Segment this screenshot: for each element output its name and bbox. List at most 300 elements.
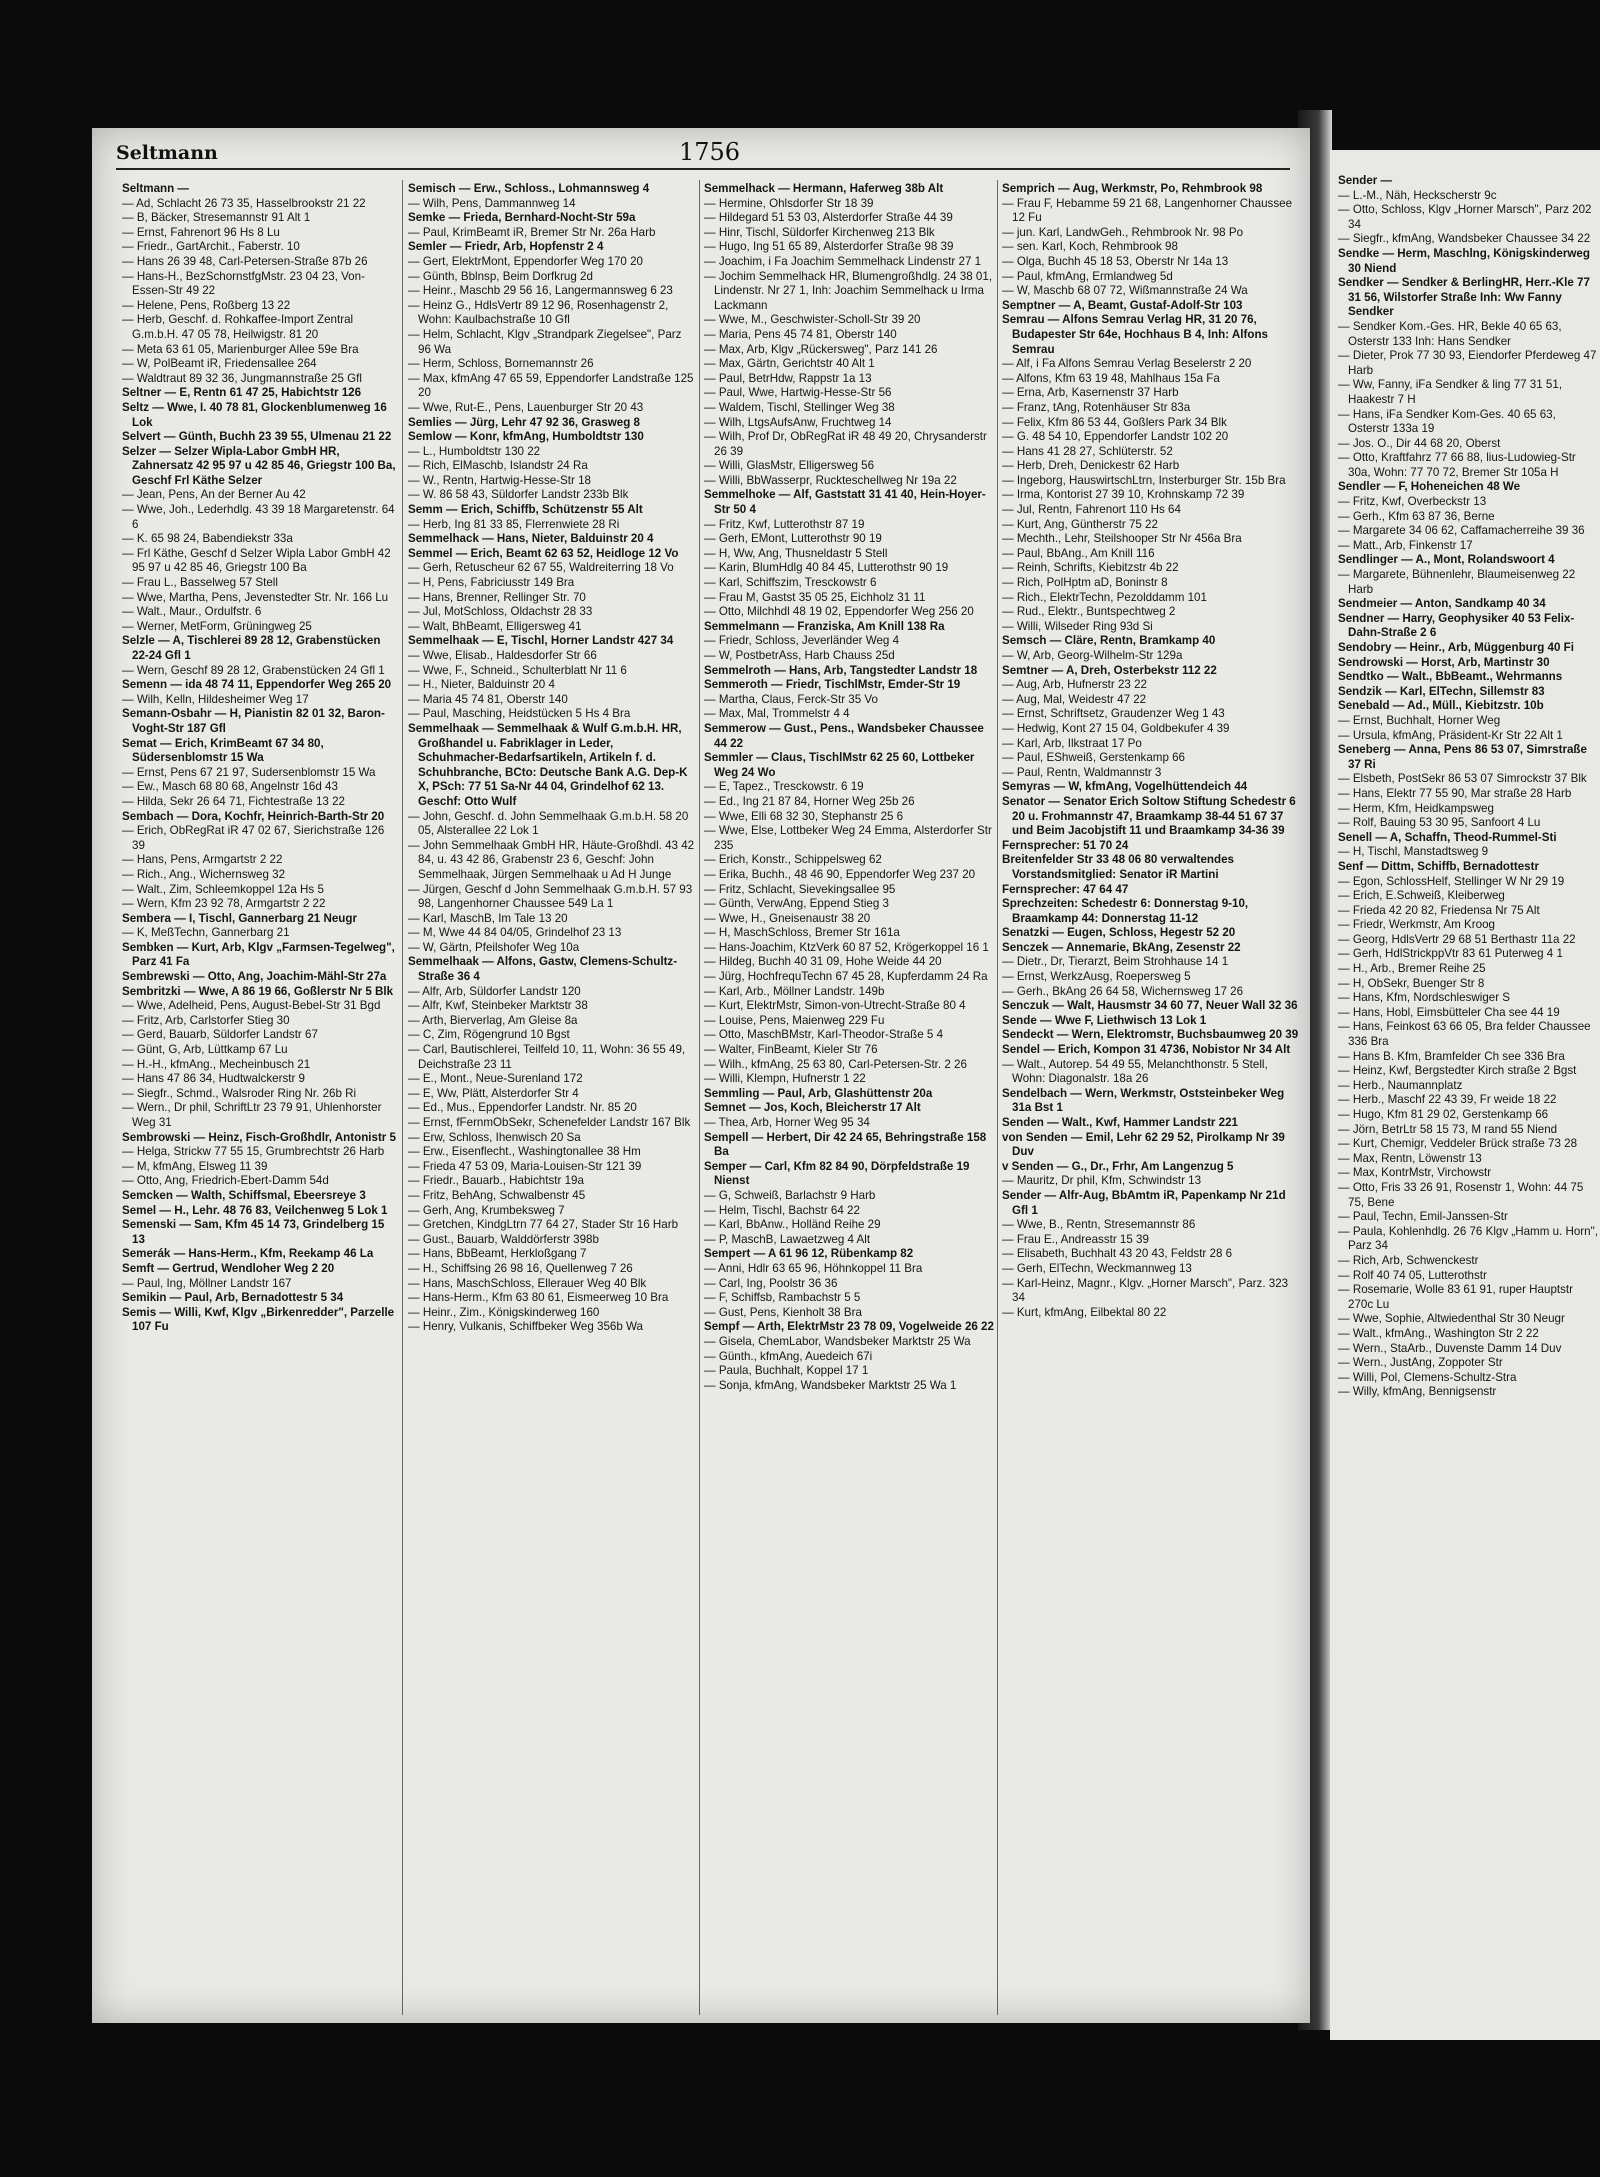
directory-entry: — Louise, Pens, Maienweg 229 Fu: [704, 1013, 885, 1027]
directory-entry: — Wwe, Adelheid, Pens, August-Bebel-Str 31 Bgd: [122, 999, 381, 1013]
directory-entry: — Jochim Semmelhack HR, Blumengroßhdlg. 24 38 01, Lindenstr. Nr 27 1, Inh: Joachim Semmelhack u Irma Lackmann: [704, 269, 993, 312]
directory-entry: — Wwe, B., Rentn, Stresemannstr 86: [1002, 1218, 1196, 1232]
directory-entry: — Paul, EShweiß, Gerstenkamp 66: [1002, 751, 1186, 765]
directory-entry: Semrau — Alfons Semrau Verlag HR, 31 20 76, Budapester Str 64e, Hochhaus B 4, Inh: Alfons Semrau: [1002, 313, 1268, 356]
directory-entry: — Alfr, Kwf, Steinbeker Marktstr 38: [408, 999, 588, 1013]
directory-entry: — Ernst, Buchhalt, Horner Weg: [1338, 713, 1501, 727]
directory-entry: — sen. Karl, Koch, Rehmbrook 98: [1002, 240, 1178, 254]
directory-entry: — L.-M., Näh, Heckscherstr 9c: [1338, 188, 1497, 202]
directory-entry: — Hans, Kfm, Nordschleswiger S: [1338, 991, 1511, 1005]
directory-entry: v Senden — G., Dr., Frhr, Am Langenzug 5: [1002, 1159, 1234, 1173]
directory-entry: — jun. Karl, LandwGeh., Rehmbrook Nr. 98 Po: [1002, 225, 1244, 239]
directory-entry: Fernsprecher: 51 70 24: [1002, 838, 1129, 852]
directory-entry: — Alfr, Arb, Süldorfer Landstr 120: [408, 984, 581, 998]
directory-entry: — Friedr., Bauarb., Habichtstr 19a: [408, 1174, 584, 1188]
directory-entry: Seneberg — Anna, Pens 86 53 07, Simrstraße 37 Ri: [1338, 743, 1587, 771]
directory-entry: — Georg, HdlsVertr 29 68 51 Berthastr 11a 22: [1338, 932, 1576, 946]
directory-entry: Semke — Frieda, Bernhard-Nocht-Str 59a: [408, 211, 636, 225]
directory-entry: Breitenfelder Str 33 48 06 80 verwaltendes Vorstandsmitglied: Senator iR Martini: [1002, 853, 1234, 881]
directory-entry: — Max, Rentn, Löwenstr 13: [1338, 1151, 1482, 1165]
directory-entry: — Paul, Masching, Heidstücken 5 Hs 4 Bra: [408, 707, 631, 721]
directory-entry: — W, Maschb 68 07 72, Wißmannstraße 24 Wa: [1002, 284, 1248, 298]
directory-entry: Semmelhoke — Alf, Gaststatt 31 41 40, Hein-Hoyer-Str 50 4: [704, 488, 986, 517]
directory-entry: — Meta 63 61 05, Marienburger Allee 59e Bra: [122, 342, 359, 356]
directory-entry: — Hugo, Kfm 81 29 02, Gerstenkamp 66: [1338, 1108, 1549, 1121]
directory-entry: — Karl, MaschB, Im Tale 13 20: [408, 911, 568, 925]
directory-entry: — Hans 47 86 34, Hudtwalckerstr 9: [122, 1072, 306, 1086]
directory-entry: — Wern., JustAng, Zoppoter Str: [1338, 1356, 1503, 1370]
directory-entry: — Maria 45 74 81, Oberstr 140: [408, 692, 568, 706]
directory-entry: Semper — Carl, Kfm 82 84 90, Dörpfeldstraße 19 Nienst: [704, 1159, 970, 1188]
directory-entry: — Hans, Brenner, Rellinger Str. 70: [408, 590, 586, 604]
directory-entry: — Arth, Bierverlag, Am Gleise 8a: [408, 1013, 578, 1027]
directory-entry: Senczek — Annemarie, BkAng, Zesenstr 22: [1002, 940, 1241, 954]
directory-entry: — Gerh, ElTechn, Weckmannweg 13: [1002, 1261, 1192, 1275]
directory-entry: — Willi, GlasMstr, Elligersweg 56: [704, 459, 875, 473]
directory-entry: — Frau M, Gastst 35 05 25, Eichholz 31 11: [704, 590, 926, 604]
directory-entry: — Hans-Herm., Kfm 63 80 61, Eismeerweg 10 Bra: [408, 1291, 669, 1305]
directory-entry: — Matt., Arb, Finkenstr 17: [1338, 538, 1473, 552]
directory-entry: — Olga, Buchh 45 18 53, Oberstr Nr 14a 13: [1002, 254, 1229, 268]
directory-entry: — Wern, Geschf 89 28 12, Grabenstücken 24 Gfl 1: [122, 663, 385, 677]
directory-entry: Semmelhack — Hans, Nieter, Balduinstr 20 4: [408, 532, 654, 546]
directory-entry: — Wwe, Joh., Lederhdlg. 43 39 18 Margaretenstr. 64 6: [122, 503, 395, 531]
directory-entry: Sendke — Herm, Maschlng, Königskinderweg 30 Niend: [1338, 246, 1590, 275]
directory-entry: Sendobry — Heinr., Arb, Müggenburg 40 Fi: [1338, 641, 1574, 654]
directory-entry: — Franz, tAng, Rotenhäuser Str 83a: [1002, 400, 1191, 414]
directory-entry: — Thea, Arb, Horner Weg 95 34: [704, 1116, 870, 1129]
directory-entry: Selzer — Selzer Wipla-Labor GmbH HR, Zahnersatz 42 95 97 u 42 85 46, Griegstr 100 Ba, Geschf Frl Käthe Selzer: [122, 444, 396, 487]
directory-entry: Selzle — A, Tischlerei 89 28 12, Grabenstücken 22-24 Gfl 1: [122, 634, 381, 662]
directory-entry: — Max, Gärtn, Gerichtstr 40 Alt 1: [704, 357, 875, 371]
directory-entry: — K, MeßTechn, Gannerbarg 21: [122, 926, 290, 940]
directory-entry: — Herm, Kfm, Heidkampsweg: [1338, 801, 1494, 815]
directory-entry: Semnet — Jos, Koch, Bleicherstr 17 Alt: [704, 1101, 921, 1115]
directory-entry: Sendeckt — Wern, Elektromstr, Buchsbaumweg 20 39: [1002, 1028, 1299, 1042]
directory-entry: — Gretchen, KindgLtrn 77 64 27, Stader Str 16 Harb: [408, 1218, 679, 1232]
directory-entry: — Jörn, BetrLtr 58 15 73, M rand 55 Niend: [1338, 1122, 1558, 1136]
directory-entry: Semikin — Paul, Arb, Bernadottestr 5 34: [122, 1291, 344, 1305]
directory-entry: — Ed., Mus., Eppendorfer Landstr. Nr. 85 20: [408, 1101, 637, 1115]
directory-entry: — Rolf 40 74 05, Lutterothstr: [1338, 1268, 1487, 1282]
directory-entry: Semmelroth — Hans, Arb, Tangstedter Landstr 18: [704, 663, 978, 677]
directory-entry: — John Semmelhaak GmbH HR, Häute-Großhdl. 43 42 84, u. 43 42 86, Grabenstr 23 6, Geschf: John Semmelhaak, Jürgen Semmelhaak u Ad H Junge: [408, 838, 695, 881]
directory-entry: — Elisabeth, Buchhalt 43 20 43, Feldstr 28 6: [1002, 1247, 1233, 1261]
directory-entry: — Helga, Strickw 77 55 15, Grumbrechtstr 26 Harb: [122, 1145, 385, 1159]
directory-entry: — W. 86 58 43, Süldorfer Landstr 233b Blk: [408, 488, 629, 502]
directory-entry: Seltz — Wwe, I. 40 78 81, Glockenblumenweg 16 Lok: [122, 400, 387, 429]
directory-entry: — Werner, MetForm, Grüningweg 25: [122, 619, 312, 633]
directory-entry: Seltmann —: [122, 182, 189, 195]
directory-entry: Semenn — ida 48 74 11, Eppendorfer Weg 265 20: [122, 678, 392, 692]
directory-entry: — Erna, Arb, Kasernenstr 37 Harb: [1002, 386, 1179, 400]
directory-entry: — Margarete, Bühnenlehr, Blaumeisenweg 22 Harb: [1338, 568, 1576, 596]
directory-entry: — H, Pens, Fabriciusstr 149 Bra: [408, 576, 575, 590]
directory-entry: — Wwe, H., Gneisenaustr 38 20: [704, 911, 871, 925]
directory-entry: Sempell — Herbert, Dir 42 24 65, Behringstraße 158 Ba: [704, 1130, 987, 1159]
directory-entry: — Max, kfmAng 47 65 59, Eppendorfer Landstraße 125 20: [408, 371, 694, 400]
directory-entry: Semisch — Erw., Schloss., Lohmannsweg 4: [408, 182, 650, 195]
directory-entry: — Friedr, Schloss, Jeverländer Weg 4: [704, 634, 900, 648]
directory-entry: Semann-Osbahr — H, Pianistin 82 01 32, Baron-Voght-Str 187 Gfl: [122, 707, 385, 735]
directory-entry: — Hans-H., BezSchornstfgMstr. 23 04 23, Von-Essen-Str 49 22: [122, 269, 365, 298]
directory-entry: — Hildegard 51 53 03, Alsterdorfer Straße 44 39: [704, 211, 953, 225]
directory-entry: — Günth, VerwAng, Eppend Stieg 3: [704, 897, 889, 911]
directory-entry: — Fritz, Arb, Carlstorfer Stieg 30: [122, 1013, 290, 1027]
directory-entry: — Heinr., Maschb 29 56 16, Langermannsweg 6 23: [408, 284, 673, 298]
directory-entry: — Wwe, Elli 68 32 30, Stephanstr 25 6: [704, 809, 904, 823]
directory-entry: — C, Zim, Rögengrund 10 Bgst: [408, 1028, 570, 1042]
directory-entry: — H., Schiffsing 26 98 16, Quellenweg 7 26: [408, 1261, 633, 1275]
directory-entry: — Paula, Buchhalt, Koppel 17 1: [704, 1364, 869, 1378]
directory-page: [92, 128, 1310, 2023]
directory-entry: — Siegfr., Schmd., Walsroder Ring Nr. 26b Ri: [122, 1086, 357, 1100]
directory-entry: — Walt., kfmAng., Washington Str 2 22: [1338, 1326, 1539, 1340]
facing-page-column: [1338, 174, 1600, 2040]
directory-entry: — Herb., Naumannplatz: [1338, 1078, 1463, 1092]
directory-entry: — Sonja, kfmAng, Wandsbeker Marktstr 25 Wa 1: [704, 1378, 957, 1392]
directory-entry: — Karl-Heinz, Magnr., Klgv. „Horner Marsch", Parz. 323 34: [1002, 1276, 1289, 1305]
directory-entry: — H, Tischl, Manstadtsweg 9: [1338, 845, 1489, 859]
directory-entry: — Hans, Pens, Armgartstr 2 22: [122, 853, 283, 867]
directory-entry: Seltner — E, Rentn 61 47 25, Habichtstr 126: [122, 386, 362, 400]
directory-entry: Sendlinger — A., Mont, Rolandswoort 4: [1338, 553, 1555, 567]
directory-entry: — Otto, Ang, Friedrich-Ebert-Damm 54d: [122, 1174, 329, 1188]
directory-entry: — Erw, Schloss, Ihenwisch 20 Sa: [408, 1130, 581, 1144]
directory-entry: — Frau F, Hebamme 59 21 68, Langenhorner Chaussee 12 Fu: [1002, 196, 1293, 225]
directory-entry: — Aug, Mal, Weidestr 47 22: [1002, 692, 1147, 706]
directory-entry: — Walt, BhBeamt, Elligersweg 41: [408, 619, 582, 633]
directory-entry: Sendtko — Walt., BbBeamt., Wehrmanns: [1338, 670, 1563, 684]
directory-entry: — W, Arb, Georg-Wilhelm-Str 129a: [1002, 649, 1183, 662]
directory-entry: — Herb, Dreh, Denickestr 62 Harb: [1002, 459, 1180, 473]
directory-entry: Semis — Willi, Kwf, Klgv „Birkenredder", Parzelle 107 Fu: [122, 1305, 395, 1334]
directory-entry: — Paul, BbAng., Am Knill 116: [1002, 546, 1155, 560]
directory-entry: — Joachim, i Fa Joachim Semmelhack Lindenstr 27 1: [704, 254, 982, 268]
directory-entry: — Fritz, BehAng, Schwalbenstr 45: [408, 1188, 586, 1202]
directory-entry: — Wwe, F., Schneid., Schulterblatt Nr 11 6: [408, 663, 627, 677]
directory-entry: — M, kfmAng, Elsweg 11 39: [122, 1159, 268, 1173]
directory-entry: — Egon, SchlossHelf, Stellinger W Nr 29 19: [1338, 874, 1565, 888]
directory-entry: — Hans, Feinkost 63 66 05, Bra felder Chaussee 336 Bra: [1338, 1020, 1591, 1049]
directory-entry: — G, Schweiß, Barlachstr 9 Harb: [704, 1188, 876, 1202]
directory-entry: — W., Rentn, Hartwig-Hesse-Str 18: [408, 473, 591, 487]
directory-entry: — Frau L., Basselweg 57 Stell: [122, 576, 278, 590]
directory-entry: — Frau E., Andreasstr 15 39: [1002, 1232, 1149, 1246]
directory-entry: — Gerh., Kfm 63 87 36, Berne: [1338, 509, 1495, 523]
directory-entry: — Gisela, ChemLabor, Wandsbeker Marktstr 25 Wa: [704, 1334, 971, 1348]
directory-entry: — Paul, kfmAng, Ermlandweg 5d: [1002, 269, 1173, 283]
directory-entry: — H.-H., kfmAng., Mecheinbusch 21: [122, 1057, 311, 1071]
directory-entry: Sembach — Dora, Kochfr, Heinrich-Barth-Str 20: [122, 809, 385, 823]
directory-entry: — Helm, Schlacht, Klgv „Strandpark Ziegelsee", Parz 96 Wa: [408, 327, 682, 356]
directory-column-1: [122, 182, 398, 2023]
directory-entry: — B, Bäcker, Stresemannstr 91 Alt 1: [122, 211, 311, 225]
directory-entry: — Heinz, Kwf, Bergstedter Kirch straße 2 Bgst: [1338, 1064, 1577, 1078]
directory-entry: — Rud., Elektr., Buntspechtweg 2: [1002, 605, 1176, 619]
directory-entry: — Paul, Rentn, Waldmannstr 3: [1002, 765, 1162, 779]
directory-entry: — Hans 41 28 27, Schlüterstr. 52: [1002, 444, 1173, 458]
directory-entry: — Wwe, Sophie, Altwiedenthal Str 30 Neugr: [1338, 1312, 1565, 1326]
directory-entry: — Dieter, Prok 77 30 93, Eiendorfer Pferdeweg 47 Harb: [1338, 349, 1597, 377]
directory-entry: — Frieda 42 20 82, Friedensa Nr 75 Alt: [1338, 903, 1540, 917]
directory-entry: — Martha, Claus, Ferck-Str 35 Vo: [704, 692, 878, 706]
directory-entry: Sendler — F, Hoheneichen 48 We: [1338, 480, 1521, 494]
directory-entry: Sempert — A 61 96 12, Rübenkamp 82: [704, 1247, 914, 1261]
directory-entry: — Jul, MotSchloss, Oldachstr 28 33: [408, 605, 593, 619]
directory-entry: — Frl Käthe, Geschf d Selzer Wipla Labor GmbH 42 95 97 u 42 85 46, Griegstr 100 Ba: [122, 546, 391, 575]
directory-entry: Semel — H., Lehr. 48 76 83, Veilchenweg 5 Lok 1: [122, 1203, 388, 1217]
directory-entry: — H., Nieter, Balduinstr 20 4: [408, 678, 555, 692]
directory-entry: — Alf, i Fa Alfons Semrau Verlag Beselerstr 2 20: [1002, 357, 1252, 371]
directory-entry: — Walter, FinBeamt, Kieler Str 76: [704, 1043, 878, 1057]
column-rule: [402, 180, 403, 2015]
directory-entry: — H, MaschSchloss, Bremer Str 161a: [704, 926, 900, 940]
directory-entry: — Dietr., Dr, Tierarzt, Beim Strohhause 14 1: [1002, 955, 1229, 969]
directory-entry: — Günth., kfmAng, Auedeich 67i: [704, 1349, 873, 1363]
directory-entry: — Hans, Hobl, Eimsbütteler Cha see 44 19: [1338, 1005, 1560, 1019]
directory-entry: — M, Wwe 44 84 04/05, Grindelhof 23 13: [408, 926, 622, 940]
directory-entry: — H, ObSekr, Buenger Str 8: [1338, 976, 1485, 990]
directory-entry: — Karin, BlumHdlg 40 84 45, Lutterothstr 90 19: [704, 561, 949, 575]
directory-entry: Semenski — Sam, Kfm 45 14 73, Grindelberg 15 13: [122, 1218, 385, 1246]
directory-entry: — Gert, ElektrMont, Eppendorfer Weg 170 20: [408, 254, 643, 268]
directory-entry: Sprechzeiten: Schedestr 6: Donnerstag 9-10, Braamkamp 44: Donnerstag 11-12: [1002, 897, 1249, 925]
directory-entry: — Paula, Kohlenhdlg. 26 76 Klgv „Hamm u. Horn", Parz 34: [1338, 1224, 1598, 1253]
directory-entry: — Ad, Schlacht 26 73 35, Hasselbrookstr 21 22: [122, 196, 366, 210]
directory-entry: Sendker — Sendker & BerlingHR, Herr.-Kle 77 31 56, Wilstorfer Straße Inh: Ww Fanny Sendker: [1338, 276, 1590, 319]
directory-entry: — Wilh, LtgsAufsAnw, Fruchtweg 14: [704, 415, 892, 429]
directory-entry: — Hilda, Sekr 26 64 71, Fichtestraße 13 22: [122, 794, 345, 808]
directory-entry: Fernsprecher: 47 64 47: [1002, 882, 1129, 896]
directory-entry: — P, MaschB, Lawaetzweg 4 Alt: [704, 1232, 871, 1246]
directory-entry: — Ernst, fFernmObSekr, Schenefelder Landstr 167 Blk: [408, 1116, 691, 1129]
directory-entry: Semprich — Aug, Werkmstr, Po, Rehmbrook 98: [1002, 182, 1263, 195]
column-rule: [997, 180, 998, 2015]
directory-entry: — Paul, BetrHdw, Rappstr 1a 13: [704, 371, 872, 385]
directory-entry: Semat — Erich, KrimBeamt 67 34 80, Südersenblomstr 15 Wa: [122, 736, 324, 765]
directory-entry: Semmelhack — Hermann, Haferweg 38b Alt: [704, 182, 944, 195]
directory-entry: — H., Arb., Bremer Reihe 25: [1338, 962, 1486, 976]
running-head: Seltmann: [116, 142, 218, 164]
directory-entry: — Felix, Kfm 86 53 44, Goßlers Park 34 Blk: [1002, 415, 1227, 429]
directory-entry: — Rosemarie, Wolle 83 61 91, ruper Hauptstr 270c Lu: [1338, 1283, 1573, 1311]
directory-entry: Sendmeier — Anton, Sandkamp 40 34: [1338, 597, 1546, 611]
directory-entry: — Kurt, ElektrMstr, Simon-von-Utrecht-Straße 80 4: [704, 999, 966, 1013]
directory-entry: Sender — Alfr-Aug, BbAmtm iR, Papenkamp Nr 21d Gfl 1: [1002, 1188, 1286, 1217]
directory-entry: — Karl, Arb., Möllner Landstr. 149b: [704, 984, 885, 998]
directory-entry: — Mechth., Lehr, Steilshooper Str Nr 456a Bra: [1002, 532, 1242, 546]
directory-entry: — Carl, Ing, Poolstr 36 36: [704, 1276, 838, 1290]
directory-entry: Semlow — Konr, kfmAng, Humboldtstr 130: [408, 430, 644, 444]
directory-entry: — Ew., Masch 68 80 68, Angelnstr 16d 43: [122, 780, 338, 794]
directory-entry: — Rich, PolHptm aD, Boninstr 8: [1002, 576, 1168, 590]
directory-entry: — Ernst, Pens 67 21 97, Sudersenblomstr 15 Wa: [122, 765, 376, 779]
directory-entry: — Friedr., GartArchit., Faberstr. 10: [122, 240, 300, 254]
directory-entry: — Karl, BbAnw., Holländ Reihe 29: [704, 1218, 881, 1232]
facing-page-fragment: [1330, 150, 1600, 2040]
directory-column-3: [704, 182, 994, 2023]
directory-entry: — Gust., Bauarb, Walddörferstr 398b: [408, 1232, 599, 1246]
directory-entry: Senell — A, Schaffn, Theod-Rummel-Sti: [1338, 830, 1557, 844]
directory-entry: — Herb, Geschf. d. Rohkaffee-Import Zentral G.m.b.H. 47 05 78, Heilwigstr. 81 20: [122, 313, 354, 341]
directory-entry: Sembrowski — Heinz, Fisch-Großhdlr, Antonistr 5: [122, 1130, 396, 1144]
directory-entry: Semmeroth — Friedr, TischlMstr, Emder-Str 19: [704, 678, 961, 692]
directory-entry: — Otto, Kraftfahrz 77 66 88, lius-Ludowieg-Str 30a, Wohn: 77 70 72, Bremer Str 105a H: [1338, 451, 1576, 479]
directory-entry: — Hedwig, Kont 27 15 04, Goldbekufer 4 39: [1002, 721, 1230, 735]
directory-entry: — Margarete 34 06 62, Caffamacherreihe 39 36: [1338, 524, 1585, 538]
directory-entry: Sendzik — Karl, ElTechn, Sillemstr 83: [1338, 684, 1545, 698]
directory-entry: Sempf — Arth, ElektrMstr 23 78 09, Vogelweide 26 22: [704, 1320, 994, 1334]
directory-entry: — Wern, Kfm 23 92 78, Armgartstr 2 22: [122, 897, 326, 911]
directory-entry: — Otto, Fris 33 26 91, Rosenstr 1, Wohn: 44 75 75, Bene: [1338, 1180, 1584, 1209]
directory-entry: Sendner — Harry, Geophysiker 40 53 Felix-Dahn-Straße 2 6: [1338, 611, 1575, 640]
directory-entry: — Hans, MaschSchloss, Ellerauer Weg 40 Blk: [408, 1276, 647, 1290]
page-header: [116, 138, 1290, 170]
directory-entry: — G. 48 54 10, Eppendorfer Landstr 102 20: [1002, 430, 1229, 444]
directory-entry: — K. 65 98 24, Babendiekstr 33a: [122, 532, 293, 546]
directory-entry: Sembera — I, Tischl, Gannerbarg 21 Neugr: [122, 911, 357, 925]
directory-entry: — Heinz G., HdlsVertr 89 12 96, Rosenhagenstr 2, Wohn: Kaulbachstraße 10 Gfl: [408, 298, 669, 327]
directory-entry: — Ernst, WerkzAusg, Roepersweg 5: [1002, 970, 1191, 984]
directory-entry: — Gerh, EMont, Lutterothstr 90 19: [704, 532, 882, 546]
directory-entry: — Fritz, Kwf, Lutterothstr 87 19: [704, 517, 865, 531]
directory-entry: — Maria, Pens 45 74 81, Oberstr 140: [704, 327, 897, 341]
directory-entry: Semler — Friedr, Arb, Hopfenstr 2 4: [408, 240, 604, 254]
directory-entry: — Erich, E.Schweiß, Kleiberweg: [1338, 889, 1505, 903]
directory-entry: — Gerh., BkAng 26 64 58, Wichernsweg 17 26: [1002, 984, 1244, 998]
directory-entry: Senebald — Ad., Müll., Kiebitzstr. 10b: [1338, 699, 1544, 713]
directory-entry: — Erich, ObRegRat iR 47 02 67, Sierichstraße 126 39: [122, 824, 385, 852]
directory-entry: — Gerh, Ang, Krumbeksweg 7: [408, 1203, 565, 1217]
directory-entry: Semerák — Hans-Herm., Kfm, Reekamp 46 La: [122, 1247, 374, 1261]
directory-entry: Semlies — Jürg, Lehr 47 92 36, Grasweg 8: [408, 415, 640, 429]
directory-entry: — Karl, Arb, Ilkstraat 17 Po: [1002, 736, 1142, 750]
directory-entry: Senden — Walt., Kwf, Hammer Landstr 221: [1002, 1116, 1239, 1129]
directory-entry: — Gerh, Retuscheur 62 67 55, Waldreiterring 18 Vo: [408, 561, 674, 575]
directory-entry: — Helene, Pens, Roßberg 13 22: [122, 298, 291, 312]
directory-entry: — Rich, Arb, Schwenckestr: [1338, 1253, 1479, 1267]
page-number: 1756: [679, 138, 741, 166]
directory-column-4: [1002, 182, 1302, 2023]
directory-entry: — Waldem, Tischl, Stellinger Weg 38: [704, 400, 895, 414]
directory-entry: Semmelhaak — Alfons, Gastw, Clemens-Schultz-Straße 36 4: [408, 955, 678, 984]
directory-entry: — Wwe, Elisab., Haldesdorfer Str 66: [408, 649, 597, 662]
directory-entry: Sendrowski — Horst, Arb, Martinstr 30: [1338, 655, 1550, 669]
directory-entry: — Ursula, kfmAng, Präsident-Kr Str 22 Alt 1: [1338, 728, 1563, 742]
directory-entry: Semyras — W, kfmAng, Vogelhüttendeich 44: [1002, 780, 1248, 794]
directory-entry: — Otto, MaschBMstr, Karl-Theodor-Straße 5 4: [704, 1028, 944, 1042]
directory-entry: — E, Ww, Plätt, Alsterdorfer Str 4: [408, 1086, 579, 1100]
directory-entry: Sembken — Kurt, Arb, Klgv „Farmsen-Tegelweg", Parz 41 Fa: [122, 940, 395, 969]
directory-entry: Semptner — A, Beamt, Gustaf-Adolf-Str 103: [1002, 298, 1243, 312]
directory-entry: — Herb, Ing 81 33 85, Flerrenwiete 28 Ri: [408, 517, 620, 531]
directory-entry: — Anni, Hdlr 63 65 96, Höhnkoppel 11 Bra: [704, 1261, 923, 1275]
directory-entry: — Kurt, Ang, Güntherstr 75 22: [1002, 517, 1158, 531]
directory-entry: — Günt, G, Arb, Lüttkamp 67 Lu: [122, 1043, 288, 1057]
directory-entry: — Herm, Schloss, Bornemannstr 26: [408, 357, 594, 371]
directory-column-2: [408, 182, 696, 2023]
directory-entry: — Wwe, Martha, Pens, Jevenstedter Str. Nr. 166 Lu: [122, 590, 389, 604]
directory-entry: — E., Mont., Neue-Surenland 172: [408, 1072, 583, 1086]
directory-entry: Semmling — Paul, Arb, Glashüttenstr 20a: [704, 1086, 933, 1100]
directory-entry: — Hermine, Ohlsdorfer Str 18 39: [704, 196, 874, 210]
directory-entry: — Hans-Joachim, KtzVerk 60 87 52, Krögerkoppel 16 1: [704, 940, 989, 954]
directory-entry: — Paul, KrimBeamt iR, Bremer Str Nr. 26a Harb: [408, 225, 656, 239]
directory-entry: — L., Humboldtstr 130 22: [408, 444, 541, 458]
directory-entry: Semm — Erich, Schiffb, Schützenstr 55 Alt: [408, 503, 643, 517]
directory-entry: Semmel — Erich, Beamt 62 63 52, Heidloge 12 Vo: [408, 546, 679, 560]
directory-entry: Senczuk — Walt, Hausmstr 34 60 77, Neuer Wall 32 36: [1002, 999, 1298, 1013]
directory-entry: Senatzki — Eugen, Schloss, Hegestr 52 20: [1002, 926, 1236, 940]
directory-entry: — Max, Arb, Klgv „Rückersweg", Parz 141 26: [704, 342, 938, 356]
directory-entry: — Friedr, Werkmstr, Am Kroog: [1338, 918, 1495, 932]
directory-entry: Semmerow — Gust., Pens., Wandsbeker Chaussee 44 22: [704, 721, 984, 750]
directory-entry: — Rolf, Bauing 53 30 95, Sanfoort 4 Lu: [1338, 816, 1541, 830]
directory-entry: — Ed., Ing 21 87 84, Horner Weg 25b 26: [704, 794, 915, 808]
directory-entry: — Paul, Techn, Emil-Janssen-Str: [1338, 1210, 1508, 1224]
directory-entry: — Rich., Ang., Wichernsweg 32: [122, 867, 286, 881]
directory-entry: — Frieda 47 53 09, Maria-Louisen-Str 121 39: [408, 1159, 642, 1173]
directory-entry: — Fritz, Schlacht, Sievekingsallee 95: [704, 882, 896, 896]
directory-entry: — Hans, iFa Sendker Kom-Ges. 40 65 63, Osterstr 133a 19: [1338, 407, 1556, 436]
directory-entry: — Gerd, Bauarb, Süldorfer Landstr 67: [122, 1028, 318, 1042]
directory-entry: — Hans, BbBeamt, Herkloßgang 7: [408, 1247, 587, 1261]
directory-entry: — Hans 26 39 48, Carl-Petersen-Straße 87b 26: [122, 254, 368, 268]
directory-entry: — Gust, Pens, Kienholt 38 Bra: [704, 1305, 862, 1319]
directory-entry: Sender —: [1338, 174, 1393, 187]
directory-entry: Semft — Gertrud, Wendloher Weg 2 20: [122, 1261, 335, 1275]
directory-entry: Sendelbach — Wern, Werkmstr, Oststeinbeker Weg 31a Bst 1: [1002, 1086, 1285, 1115]
directory-entry: Semsch — Cläre, Rentn, Bramkamp 40: [1002, 634, 1216, 648]
directory-entry: — Willy, kfmAng, Bennigsenstr: [1338, 1385, 1497, 1399]
directory-entry: — Jul, Rentn, Fahrenort 110 Hs 64: [1002, 503, 1181, 517]
directory-entry: — Carl, Bautischlerei, Teilfeld 10, 11, Wohn: 36 55 49, Deichstraße 23 11: [408, 1043, 686, 1071]
directory-entry: — Sendker Kom.-Ges. HR, Bekle 40 65 63, Osterstr 133 Inh: Hans Sendker: [1338, 319, 1562, 348]
directory-entry: — Waldtraut 89 32 36, Jungmannstraße 25 Gfl: [122, 371, 362, 385]
directory-entry: — Karl, Schiffszim, Tresckowstr 6: [704, 576, 877, 590]
directory-entry: — Aug, Arb, Hufnerstr 23 22: [1002, 678, 1148, 692]
directory-entry: — Jürg, HochfrequTechn 67 45 28, Kupferdamm 24 Ra: [704, 970, 988, 984]
directory-entry: — Heinr., Zim., Königskinderweg 160: [408, 1305, 600, 1319]
directory-entry: — H, Ww, Ang, Thusneldastr 5 Stell: [704, 546, 888, 560]
directory-entry: — Wilh., kfmAng, 25 63 80, Carl-Petersen-Str. 2 26: [704, 1057, 967, 1071]
directory-entry: Semmelmann — Franziska, Am Knill 138 Ra: [704, 619, 945, 633]
directory-entry: — Erw., Eisenflecht., Washingtonallee 38 Hm: [408, 1145, 641, 1159]
directory-entry: — Paul, Ing, Möllner Landstr 167: [122, 1276, 292, 1290]
directory-entry: — W, PostbetrAss, Harb Chauss 25d: [704, 649, 895, 662]
directory-entry: — Otto, Milchhdl 48 19 02, Eppendorfer Weg 256 20: [704, 605, 974, 619]
directory-entry: — Willi, BbWasserpr, Ruckteschellweg Nr 19a 22: [704, 473, 957, 487]
directory-entry: — Rich, ElMaschb, Islandstr 24 Ra: [408, 459, 588, 473]
directory-entry: Sende — Wwe F, Liethwisch 13 Lok 1: [1002, 1013, 1207, 1027]
directory-entry: — Jean, Pens, An der Berner Au 42: [122, 488, 306, 502]
directory-entry: — Willi, Klempn, Hufnerstr 1 22: [704, 1072, 866, 1086]
directory-entry: — Gerh, HdlStrickppVtr 83 61 Puterweg 4 1: [1338, 947, 1563, 961]
directory-entry: Senf — Dittm, Schiffb, Bernadottestr: [1338, 859, 1539, 873]
directory-entry: — Walt., Zim, Schleemkoppel 12a Hs 5: [122, 882, 324, 896]
directory-entry: — Wilh, Pens, Dammannweg 14: [408, 196, 576, 210]
directory-entry: — Jürgen, Geschf d John Semmelhaak G.m.b.H. 57 93 98, Langenhorner Chaussee 549 La 1: [408, 882, 693, 911]
directory-entry: — Wern., Dr phil, SchriftLtr 23 79 91, Uhlenhorster Weg 31: [122, 1101, 382, 1129]
directory-entry: — E, Tapez., Tresckowstr. 6 19: [704, 780, 864, 794]
directory-entry: — Otto, Schloss, Klgv „Horner Marsch", Parz 202 34: [1338, 203, 1592, 231]
directory-entry: — John, Geschf. d. John Semmelhaak G.m.b.H. 58 20 05, Alsterallee 22 Lok 1: [408, 809, 689, 838]
directory-entry: — Hinr, Tischl, Süldorfer Kirchenweg 213 Blk: [704, 225, 935, 239]
directory-entry: Sembrewski — Otto, Ang, Joachim-Mähl-Str 27a: [122, 970, 387, 984]
directory-entry: — Ww, Fanny, iFa Sendker & ling 77 31 51, Haakestr 7 H: [1338, 378, 1563, 406]
directory-entry: — Wilh, Kelln, Hildesheimer Weg 17: [122, 692, 309, 706]
